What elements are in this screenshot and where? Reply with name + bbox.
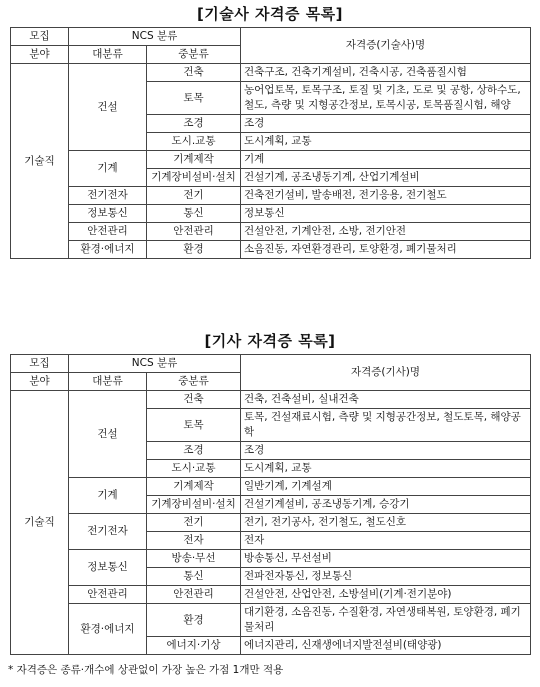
minor-cell: 건축 (147, 391, 241, 409)
header-field: 분야 (11, 373, 69, 391)
minor-cell: 안전관리 (147, 586, 241, 604)
field-cell: 기술직 (11, 64, 69, 259)
major-cell: 정보통신 (69, 550, 147, 586)
major-cell: 건설 (69, 64, 147, 151)
minor-cell: 토목 (147, 409, 241, 442)
cert-cell: 일반기계, 기계설계 (241, 478, 531, 496)
major-cell: 건설 (69, 391, 147, 478)
table2 (10, 354, 531, 655)
cert-cell: 조경 (241, 115, 531, 133)
minor-cell: 기계장비설비·설치 (147, 169, 241, 187)
minor-cell: 토목 (147, 82, 241, 115)
major-cell: 기계 (69, 151, 147, 187)
major-cell: 전기전자 (69, 514, 147, 550)
major-cell: 안전관리 (69, 586, 147, 604)
header-recruit: 모집 (11, 28, 69, 46)
major-cell: 환경·에너지 (69, 241, 147, 259)
cert-cell: 건설안전, 기계안전, 소방, 전기안전 (241, 223, 531, 241)
cert-cell: 건설기계설비, 공조냉동기계, 승강기 (241, 496, 531, 514)
header-major: 대분류 (69, 373, 147, 391)
minor-cell: 통신 (147, 568, 241, 586)
minor-cell: 도시·교통 (147, 460, 241, 478)
cert-cell: 토목, 건설재료시험, 측량 및 지형공간정보, 철도토목, 해양공학 (241, 409, 531, 442)
header-field: 분야 (11, 46, 69, 64)
field-cell: 기술직 (11, 391, 69, 655)
table1 (10, 27, 531, 259)
minor-cell: 에너지·기상 (147, 637, 241, 655)
cert-cell: 건축전기설비, 발송배전, 전기응용, 전기철도 (241, 187, 531, 205)
table2-title: [기사 자격증 목록] (204, 332, 336, 350)
cert-cell: 농어업토목, 토목구조, 토질 및 기초, 도로 및 공항, 상하수도, 철도, 측량 및 지형공간정보, 토목시공, 토목품질시험, 해양 (241, 82, 531, 115)
table1-title: [기술사 자격증 목록] (196, 5, 344, 23)
minor-cell: 통신 (147, 205, 241, 223)
header-minor: 중분류 (147, 46, 241, 64)
cert-cell: 방송통신, 무선설비 (241, 550, 531, 568)
minor-cell: 전기 (147, 514, 241, 532)
cert-cell: 에너지관리, 신재생에너지발전설비(태양광) (241, 637, 531, 655)
minor-cell: 기계제작 (147, 151, 241, 169)
cert-cell: 정보통신 (241, 205, 531, 223)
cert-cell: 조경 (241, 442, 531, 460)
minor-cell: 기계제작 (147, 478, 241, 496)
major-cell: 정보통신 (69, 205, 147, 223)
cert-cell: 건설기계, 공조냉동기계, 산업기계설비 (241, 169, 531, 187)
header-ncs: NCS 분류 (69, 28, 241, 46)
minor-cell: 전자 (147, 532, 241, 550)
minor-cell: 방송·무선 (147, 550, 241, 568)
minor-cell: 안전관리 (147, 223, 241, 241)
cert-cell: 기계 (241, 151, 531, 169)
cert-cell: 전자 (241, 532, 531, 550)
header-ncs: NCS 분류 (69, 355, 241, 373)
major-cell: 전기전자 (69, 187, 147, 205)
footnote: * 자격증은 종류·개수에 상관없이 가장 높은 가점 1개만 적용 (8, 664, 284, 676)
major-cell: 기계 (69, 478, 147, 514)
major-cell: 안전관리 (69, 223, 147, 241)
minor-cell: 환경 (147, 604, 241, 637)
cert-cell: 대기환경, 소음진동, 수질환경, 자연생태복원, 토양환경, 폐기물처리 (241, 604, 531, 637)
cert-cell: 건축, 건축설비, 실내건축 (241, 391, 531, 409)
header-cert: 자격증(기사)명 (241, 355, 531, 391)
minor-cell: 도시.교통 (147, 133, 241, 151)
cert-cell: 전파전자통신, 정보통신 (241, 568, 531, 586)
minor-cell: 조경 (147, 115, 241, 133)
header-cert: 자격증(기술사)명 (241, 28, 531, 64)
cert-cell: 건축구조, 건축기계설비, 건축시공, 건축품질시험 (241, 64, 531, 82)
header-recruit: 모집 (11, 355, 69, 373)
cert-cell: 전기, 전기공사, 전기철도, 철도신호 (241, 514, 531, 532)
cert-cell: 소음진동, 자연환경관리, 토양환경, 폐기물처리 (241, 241, 531, 259)
cert-cell: 도시계획, 교통 (241, 460, 531, 478)
major-cell: 환경·에너지 (69, 604, 147, 655)
minor-cell: 환경 (147, 241, 241, 259)
cert-cell: 건설안전, 산업안전, 소방설비(기계·전기분야) (241, 586, 531, 604)
minor-cell: 기계장비설비·설치 (147, 496, 241, 514)
header-minor: 중분류 (147, 373, 241, 391)
minor-cell: 건축 (147, 64, 241, 82)
minor-cell: 조경 (147, 442, 241, 460)
cert-cell: 도시계획, 교통 (241, 133, 531, 151)
header-major: 대분류 (69, 46, 147, 64)
minor-cell: 전기 (147, 187, 241, 205)
